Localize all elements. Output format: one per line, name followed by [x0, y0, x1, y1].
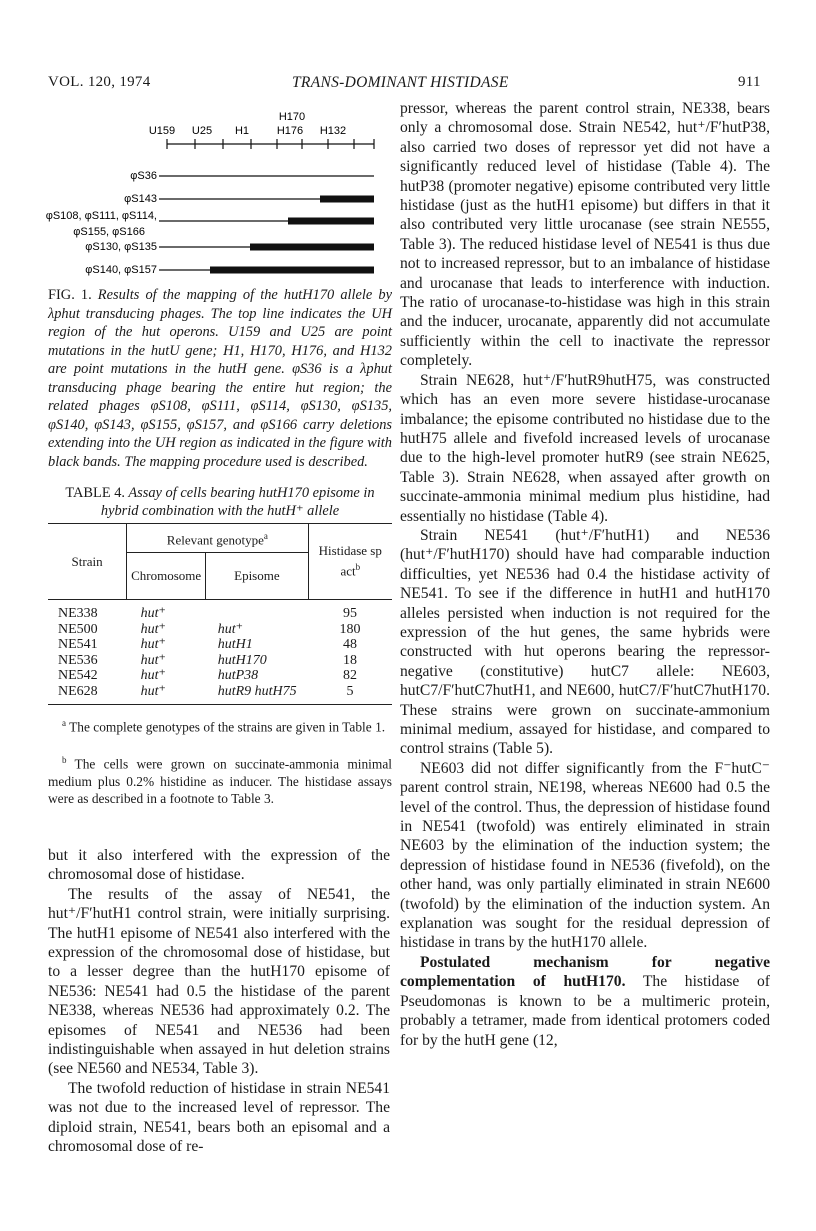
deletion-band-s130-group: [250, 244, 374, 251]
running-title: TRANS-DOMINANT HISTIDASE: [292, 74, 509, 91]
cell-strain: NE500: [58, 621, 98, 637]
deletion-band-s143: [320, 196, 374, 203]
journal-volume: VOL. 120, 1974: [48, 74, 151, 90]
phage-label-s140-group: φS140, φS157: [85, 264, 157, 276]
cell-histidase: 180: [339, 621, 361, 637]
cell-histidase: 82: [343, 668, 358, 684]
marker-h132: H132: [319, 125, 347, 137]
table-row: [48, 637, 392, 653]
deletion-band-s140-group: [210, 267, 374, 274]
col-header-histidase: Histidase sp act$^b$: [318, 543, 382, 579]
phage-label-s108-group: φS108, φS111, φS114,: [45, 210, 157, 222]
marker-h170: H170: [278, 111, 306, 123]
table-4-footnote-b: $^b$ The cells were grown on succinate-ammonia minimal medium plus 0.2% histidine as inducer. The histidase assays were as described in a footnote to Table 3.: [48, 755, 392, 807]
figure-1-caption-lead: FIG. 1.: [48, 287, 92, 303]
deletion-band-s108-group: [288, 218, 374, 225]
figure-1-caption-text: Results of the mapping of the hutH170 allele by λphut transducing phages. The top line indicates the UH region of the hut operons. U159 and U25 are point mutations in the hutU gene; H1, H170, H176, and H132 are point mutations in the hutH gene. φS36 is a λphut transducing phage bearing the entire hut region; the related phages φS108, φS111, φS114, φS130, φS135, φS140, φS143, φS155, φS157, and φS166 carry deletions extending into the UH region as indicated in the figure with black bands. The mapping procedure used is described.: [48, 287, 392, 470]
cell-chromosome: hut⁺: [140, 637, 166, 653]
cell-strain: NE628: [58, 683, 98, 699]
paragraph: but it also interfered with the expression of the chromosomal dose of histidase.: [48, 847, 390, 884]
cell-episome: hutP38: [217, 668, 259, 684]
section-heading: Postulated mechanism for negative complementation of hutH170.: [400, 953, 770, 991]
paragraph: Postulated mechanism for negative complementation of hutH170. The histidase of Pseudomonas is known to be a multimeric protein, probably a tetramer, made from identical protomers coded for by the hutH gene (12,: [400, 953, 771, 1049]
table-4-title-text: Assay of cells bearing hutH170 episome in hybrid combination with the hutH⁺ allele: [100, 485, 375, 519]
table-row: [48, 653, 392, 669]
uh-region-line: [167, 139, 374, 149]
cell-strain: NE536: [58, 652, 98, 668]
table-4: [48, 523, 392, 705]
cell-chromosome: hut⁺: [140, 621, 166, 637]
figure-1-caption: [48, 286, 392, 471]
phage-label-s130-group: φS130, φS135: [85, 241, 157, 253]
marker-h176: H176: [276, 125, 304, 137]
table-row: [48, 622, 392, 638]
cell-chromosome: hut⁺: [140, 606, 166, 621]
paragraph: pressor, whereas the parent control strain, NE338, bears only a chromosomal dose. Strain NE542, hut⁺/F′hutP38, also carried two doses of repressor yet did not have a significantly reduced level of histidase (Table 4). The hutP38 (promoter negative) episome contributed very little histidase (just as the hutH1 episome) but differs in that it also contributed very little urocanase (see strain NE555, Table 3). The reduced histidase level of NE541 is thus due not to increased repressor, but to an imbalance of histidase and urocanase that leads to interference with induction. The ratio of urocanase-to-histidase was high in this strain and the inducer, urocanate, apparently did not accumulate sufficiently within the cell to inactivate the repressor completely.: [400, 100, 770, 370]
table-row: [48, 668, 392, 684]
table-4-title-lead: TABLE 4.: [65, 485, 126, 501]
cell-histidase: 5: [346, 683, 354, 699]
cell-histidase: 48: [343, 637, 358, 653]
cell-strain: NE541: [58, 637, 98, 653]
table-4-title: [48, 484, 392, 520]
col-header-strain: Strain: [48, 524, 127, 600]
cell-histidase: 18: [343, 652, 358, 668]
marker-h1: H1: [234, 125, 250, 137]
paragraph: Strain NE541 (hut⁺/F′hutH1) and NE536 (hut⁺/F′hutH170) should have had comparable induction difficulties, yet NE536 had 0.4 the histidase activity of NE541. To see if the difference in hutH1 and hutH170 alleles persisted when induction is not required for the expression of the hut genes, the same hybrids were constructed with hut operons bearing the repressor-negative (constitutive) hutC7 allele: NE603, hutC7/F′hutC7hutH1, and NE600, hutC7/F′hutC7hutH170. These strains were grown on succinate-ammonium minimal medium, assayed for histidase, and compared to control strains (Table 5).: [400, 526, 770, 758]
page-number: 911: [738, 74, 761, 90]
cell-histidase: 95: [343, 606, 358, 621]
col-header-episome: Episome: [206, 553, 308, 600]
cell-episome: hut⁺: [217, 621, 243, 637]
col-header-genotype: Relevant genotype$^a$: [127, 524, 308, 553]
table-row: [48, 684, 392, 704]
cell-chromosome: hut⁺: [140, 668, 166, 684]
cell-episome: [206, 606, 308, 622]
cell-chromosome: hut⁺: [140, 683, 166, 699]
paragraph: NE603 did not differ significantly from the F⁻hutC⁻ parent control strain, NE198, whereas NE600 had 0.5 the level of the control. Thus, the depression of histidase found in NE541 (twofold) was entirely eliminated in strain NE603 by the elimination of the induction system; the depression of histidase found in NE536 (fivefold), on the other hand, was only partially eliminated in strain NE600 (twofold) by the elimination of the induction system. An explanation was sought for the residual depression of histidase in trans by the hutH170 allele.: [400, 759, 770, 952]
cell-strain: NE338: [58, 606, 98, 621]
cell-episome: hutR9 hutH75: [217, 683, 297, 699]
table-4-footnote-a: $^a$ The complete genotypes of the strains are given in Table 1.: [62, 718, 386, 735]
phage-label-s155-group: φS155, φS166: [73, 226, 145, 238]
paragraph: The twofold reduction of histidase in strain NE541 was not due to the increased level of repressor. The diploid strain, NE541, bears both an episomal and a chromosomal dose of re-: [48, 1079, 390, 1156]
left-column-text: [48, 846, 390, 1157]
phage-label-s36: φS36: [130, 170, 157, 182]
paragraph: Strain NE628, hut⁺/F′hutR9hutH75, was constructed which has an even more severe histidase-urocanase imbalance; the episome contributed no histidase due to the hutH75 allele and fivefold increased levels of urocanase due to the high-level promoter hutR9 (see strain NE625, Table 3). Strain NE628, when assayed after growth on succinate-ammonia minimal medium plus histidine, had essentially no histidase (Table 4).: [400, 371, 770, 525]
right-column-text: [400, 99, 770, 1050]
phage-label-s143: φS143: [124, 193, 157, 205]
col-header-chromosome: Chromosome: [127, 553, 206, 600]
marker-u25: U25: [191, 125, 213, 137]
figure-1-mapping-diagram: [40, 106, 380, 278]
cell-episome: hutH170: [217, 652, 267, 668]
paragraph: The results of the assay of NE541, the hut⁺/F′hutH1 control strain, were initially surprising. The hutH1 episome of NE541 also interfered with the expression of the chromosomal dose of histidase, but to a lesser degree than the hutH170 episome of NE536: NE541 had 0.5 the histidase of the parent NE338, whereas NE536 had approximately 0.2. The episomes of NE541 and NE536 had been indistinguishable when assayed in hut deletion strains (see NE560 and NE534, Table 3).: [48, 885, 390, 1078]
table-row: [48, 606, 392, 622]
marker-u159: U159: [148, 125, 176, 137]
cell-episome: hutH1: [217, 637, 253, 653]
cell-strain: NE542: [58, 668, 98, 684]
cell-chromosome: hut⁺: [140, 652, 166, 668]
